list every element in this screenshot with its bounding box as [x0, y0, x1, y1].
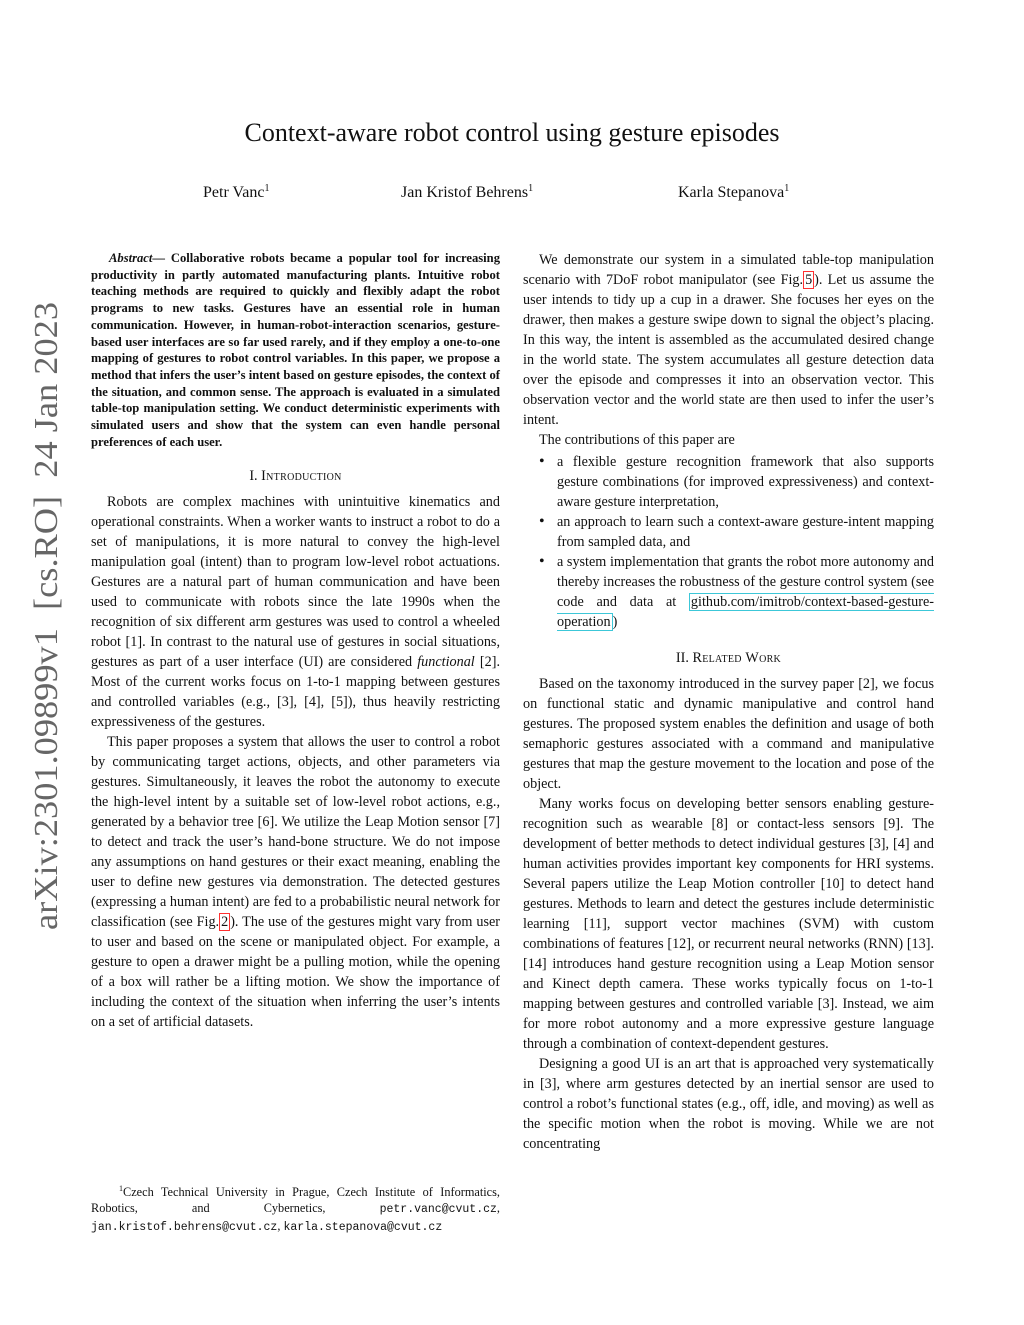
affil-mark: 1	[264, 183, 270, 194]
figure-ref-link[interactable]: 2	[221, 914, 229, 931]
section-heading-related-work	[523, 648, 934, 668]
abstract-dash: —	[152, 251, 171, 265]
author-name: Jan Kristof Behrens	[401, 184, 529, 201]
list-item	[557, 552, 934, 632]
list-item-text: a flexible gesture recognition framework that also supports gesture combinations (for improved expressiveness) and context-aware gesture interpretation,	[557, 454, 934, 510]
author-name: Petr Vanc	[203, 184, 265, 201]
github-link[interactable]: github.com/imitrob/context-based-gesture-operation	[557, 594, 934, 630]
author-name: Karla Stepanova	[678, 184, 785, 201]
affil-mark: 1	[784, 183, 790, 194]
paper-title: Context-aware robot control using gesture episodes	[244, 118, 780, 147]
text-run: ). Let us assume the user intends to tidy up a cup in a drawer. She focuses her eyes on the drawer, then makes a gesture swipe down to signal the object’s placing. In this way, the intent is assembled as the accumulated desired change in the world state. The system accumulates all gesture detection data over the episode and compresses it into an observation vector. This observation vector and the world state are then used to infer the user’s intent.	[523, 272, 934, 428]
footnote-mark: 1	[119, 1184, 123, 1193]
list-item-text: an approach to learn such a context-aware gesture-intent mapping from sampled data, and	[557, 514, 934, 550]
arxiv-id: arXiv:2301.09899v1 [cs.RO] 24 Jan 2023	[28, 342, 65, 930]
related-paragraph-1: Based on the taxonomy introduced in the survey paper [2], we focus on functional static and dynamic manipulative and control hand gestures. The proposed system enables the definition and usage of both semaphoric gestures associated with a command and manipulative gestures that map the gesture movement to the location and pose of the object.	[523, 676, 934, 792]
footnote: $^1$Czech Technical University in Prague, Czech Institute of Informatics, Robotics, and Cybernetics, petr.vanc@cvut.cz, jan.kristof.behrens@cvut.cz, karla.stepanova@cvut.cz	[91, 1184, 500, 1235]
contributions-intro: The contributions of this paper are	[539, 432, 735, 448]
text-run: Robots are complex machines with unintuitive kinematics and operational constraints. When a worker wants to instruct a robot to do a set of manipulations, it is more natural to convey the high-level manipulation goal (intent) than to program low-level robot actuations. Gestures are a natural part of human communication and have been used to communicate with robots since the late 1990s when the recognition of six different arm gestures was used to control a wheeled robot [1]. In contrast to the natural use of gestures in social situations, gestures as part of a user interface (UI) are considered	[91, 494, 500, 671]
left-column	[91, 250, 500, 1032]
text-run: This paper proposes a system that allows the user to control a robot by communicating target actions, objects, and other parameters via gestures. Simultaneously, it leaves the robot the autonomy to execute the high-level intent by a suitable set of low-level robot actions, e.g., generated by a behavior tree [6]. We utilize the Leap Motion sensor [7] to detect and track the user’s hand-bone structure. We do not impose any assumptions on hand gestures or their exact meaning, enabling the user to define new gestures via demonstration. The detected gestures (expressing a human intent) are fed to a probabilistic neural network for classification (see Fig.	[91, 734, 500, 931]
abstract-text: Collaborative robots became a popular tool for increasing productivity in partly automated manufacturing plants. Intuitive robot teaching methods are required to quickly and flexibly adapt the robot programs to new tasks. Gestures have an essential role in human communication. However, in human-robot-interaction scenarios, gesture-based user interfaces are so far used rarely, and if they employ a one-to-one mapping of gestures to robot control variables. In this paper, we propose a method that infers the user’s intent based on gesture episodes, the context of the situation, and common sense. The approach is evaluated in a simulated table-top manipulation setting. We conduct deterministic experiments with simulated users and show that the system can even handle personal preferences of each user.	[91, 251, 500, 449]
list-item	[557, 452, 934, 512]
abstract	[91, 250, 500, 450]
email: karla.stepanova@cvut.cz	[283, 1221, 443, 1235]
author-3	[678, 178, 789, 204]
list-item	[557, 512, 934, 552]
text-run: ). The use of the gestures might vary from user to user and based on the scene or manipulated object. For example, a gesture to open a drawer might be a pulling motion, while the opening of a box will rather be a lifting motion. We show the importance of including the context of the situation when inferring the user’s intents on a set of artificial datasets.	[91, 914, 500, 1031]
list-item-text: a system implementation that grants the robot more autonomy and thereby increases the robustness of the gesture control system (see code and data at	[557, 554, 934, 610]
text-run: We demonstrate our system in a simulated table-top manipulation scenario with 7DoF robot manipulator (see Fig.	[523, 252, 934, 288]
figure-ref-link[interactable]: 5	[805, 272, 813, 288]
email: petr.vanc@cvut.cz	[379, 1203, 497, 1217]
section-title: Related Work	[692, 650, 782, 666]
intro-paragraph-1	[91, 492, 500, 732]
contributions-list	[523, 452, 934, 632]
section-numeral: II.	[675, 650, 693, 666]
email: jan.kristof.behrens@cvut.cz	[91, 1221, 278, 1235]
footnote-text: Czech Technical University in Prague, Czech Institute of Informatics, Robotics, and Cybernetics,	[91, 1185, 500, 1216]
arxiv-stamp	[5, 300, 75, 950]
section-numeral: I.	[249, 468, 262, 485]
related-paragraph-2: Many works focus on developing better sensors enabling gesture-recognition such as wearable [8] or contact-less sensors [9]. The development of better methods to detect individual gestures [3], [4] and human activities provides important key components for HRI systems. Several papers utilize the Leap Motion controller [10] to detect hand gestures. Methods to learn and detect the gestures include deterministic learning [11], support vector machines (SVM) with custom combinations of features [12], or recurrent neural networks (RNN) [13]. [14] introduces hand gesture recognition using a Leap Motion sensor and Kinect depth camera. These works typically focus on 1-to-1 mapping between gestures and controlled variable [3]. Instead, we aim for more robot autonomy and a more expressive gesture language through a combination of context-dependent gestures.	[523, 796, 934, 1052]
author-2	[401, 178, 533, 204]
affil-mark: 1	[528, 183, 534, 194]
right-column	[523, 250, 934, 1154]
abstract-label: Abstract	[109, 251, 153, 265]
related-paragraph-3: Designing a good UI is an art that is approached very systematically in [3], where arm gestures detected by an inertial sensor are used to control a robot’s functional states (e.g., off, idle, and moving) as well as the specific motion when the robot is moving. While we are not concentrating	[523, 1056, 934, 1152]
text-run: [2]. Most of the current works focus on 1-to-1 mapping between gestures and controlled variables (e.g., [3], [4], [5]), thus heavily restricting expressiveness of the gestures.	[91, 654, 500, 731]
text-run: )	[612, 614, 618, 630]
emphasis: functional	[417, 654, 475, 671]
intro-paragraph-2	[91, 732, 500, 1032]
author-1	[203, 178, 269, 204]
section-title: Introduction	[261, 468, 342, 485]
right-paragraph-1	[523, 250, 934, 430]
section-heading-introduction	[91, 466, 500, 486]
